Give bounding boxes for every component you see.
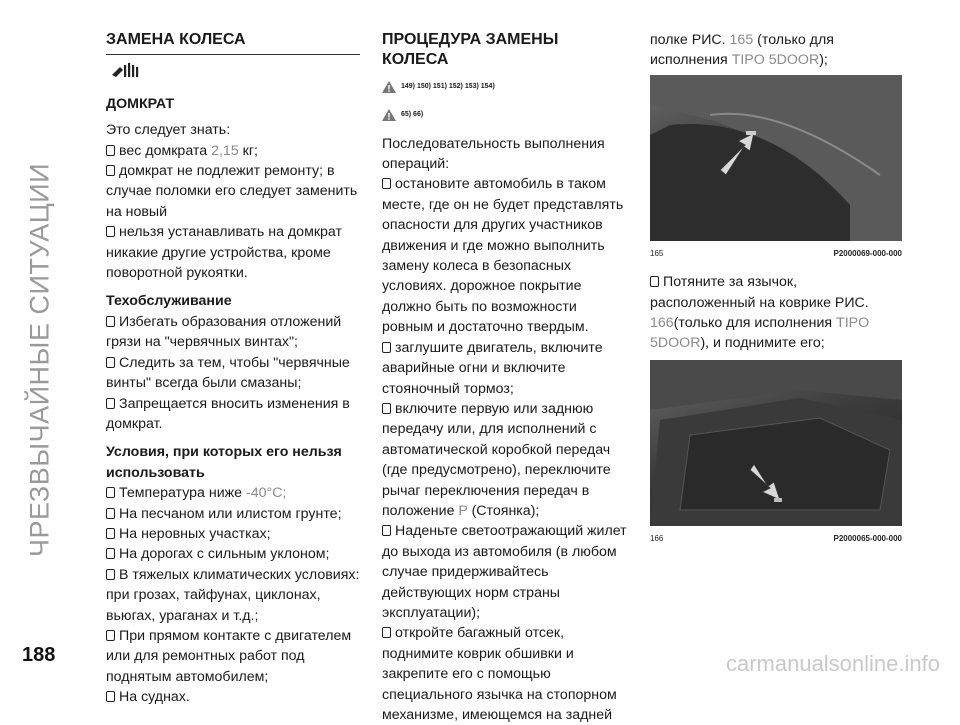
caution-triangle-icon	[382, 109, 396, 121]
caution-refs-text: 65) 66)	[401, 111, 424, 119]
bullet-icon	[650, 276, 659, 287]
figure-165-number: 165	[650, 248, 664, 258]
figure-166-caption	[650, 529, 902, 549]
caution-refs	[382, 105, 627, 125]
jack-weight: вес домкрата 2,15 кг;	[106, 141, 360, 161]
page-number: 188	[22, 644, 56, 666]
condition-item: В тяжелых климатических условиях: при грозах, тайфунах, циклонах, вьюгах, ураганах и т.д.;	[106, 566, 360, 624]
procedure-heading: ПРОЦЕДУРА ЗАМЕНЫ КОЛЕСА	[382, 31, 559, 69]
section-heading: ЗАМЕНА КОЛЕСА	[106, 31, 246, 48]
procedure-step: остановите автомобиль в таком месте, где он не будет представлять опасности для других участников движения и где можно выполнить замену колеса в безопасных условиях. дорожное покрытие должно быть по возможности ровным и достаточно твердым.	[382, 176, 624, 336]
figure-166-code: P2000065-000-000	[833, 533, 902, 543]
jack-intro: Это следует знать:	[106, 122, 231, 139]
warning-refs	[382, 77, 627, 97]
bullet-icon	[382, 525, 391, 536]
bullet-icon	[382, 627, 391, 638]
figure-165-image	[650, 75, 902, 241]
bullet-icon	[106, 226, 115, 237]
maintenance-item: Запрещается вносить изменения в домкрат.	[106, 395, 350, 432]
procedure-step: откройте багажный отсек, поднимите коврик обшивки и закрепите его с помощью специального язычка на стопорном механизме, имеющемся на задней	[382, 625, 617, 723]
pull-tab-step: Потяните за язычок, расположенный на коврике РИС. 166(только для исполнения TIPO 5DOOR), и поднимите его;	[650, 274, 870, 352]
jack-symbol-icon	[110, 61, 360, 85]
bullet-icon	[106, 508, 115, 519]
conditions-title: Условия, при которых его нельзя использовать	[106, 444, 342, 481]
column-3	[650, 30, 902, 557]
bullet-icon	[106, 528, 115, 539]
warning-triangle-icon	[382, 81, 396, 93]
bullet-icon	[106, 630, 115, 641]
jack-item: домкрат не подлежит ремонту; в случае поломки его следует заменить на новый	[106, 163, 358, 220]
maintenance-item: Следить за тем, чтобы "червячные винты" всегда были смазаны;	[106, 354, 350, 392]
bullet-icon	[106, 316, 115, 327]
bullet-icon	[106, 398, 115, 409]
column-2	[382, 30, 627, 725]
figure-166-image	[650, 360, 902, 526]
bullet-icon	[106, 548, 115, 559]
figure-165-caption	[650, 244, 902, 264]
figure-166-number: 166	[650, 533, 664, 543]
continued-text: полке РИС. 165 (только для исполнения TIPO 5DOOR);	[650, 32, 834, 69]
bullet-icon	[106, 487, 115, 498]
bullet-icon	[106, 357, 115, 368]
column-1	[106, 30, 360, 708]
procedure-step: включите первую или заднюю передачу или, для исполнений с автоматической коробкой передач (где предусмотрено), переключите рычаг переключения передач в положение P (Стоянка);	[382, 400, 611, 519]
section-side-title: ЧРЕЗВЫЧАЙНЫЕ СИТУАЦИИ	[24, 163, 55, 557]
bullet-icon	[106, 165, 115, 176]
procedure-step: Наденьте светоотражающий жилет до выхода из автомобиля (в любом случае придерживайтесь действующих норм страны эксплуатации);	[382, 523, 627, 621]
maintenance-item: Избегать образования отложений грязи на "червячных винтах";	[106, 313, 342, 351]
bullet-icon	[382, 403, 391, 414]
condition-item: Температура ниже -40°C;	[106, 483, 360, 503]
heading-rule	[106, 54, 360, 55]
watermark: carmanualsonline.info	[725, 651, 940, 676]
jack-title: ДОМКРАТ	[106, 95, 175, 112]
condition-item: При прямом контакте с двигателем или для ремонтных работ под поднятым автомобилем;	[106, 627, 352, 685]
figure-165-code: P2000069-000-000	[833, 248, 902, 258]
jack-item: нельзя устанавливать на домкрат никакие другие устройства, кроме поворотной рукоятки.	[106, 224, 343, 282]
condition-item: На неровных участках;	[106, 524, 360, 544]
bullet-icon	[106, 569, 115, 580]
condition-item: На суднах.	[106, 687, 360, 707]
warning-refs-text: 149) 150) 151) 152) 153) 154)	[401, 82, 495, 90]
bullet-icon	[382, 342, 391, 353]
bullet-icon	[106, 145, 115, 156]
condition-item: На дорогах с сильным уклоном;	[106, 544, 360, 564]
procedure-step: заглушите двигатель, включите аварийные огни и включите стояночный тормоз;	[382, 339, 603, 397]
bullet-icon	[106, 691, 115, 702]
procedure-intro: Последовательность выполнения операций:	[382, 135, 605, 173]
condition-item: На песчаном или илистом грунте;	[106, 504, 360, 524]
maintenance-title: Техобслуживание	[106, 293, 232, 310]
bullet-icon	[382, 178, 391, 189]
